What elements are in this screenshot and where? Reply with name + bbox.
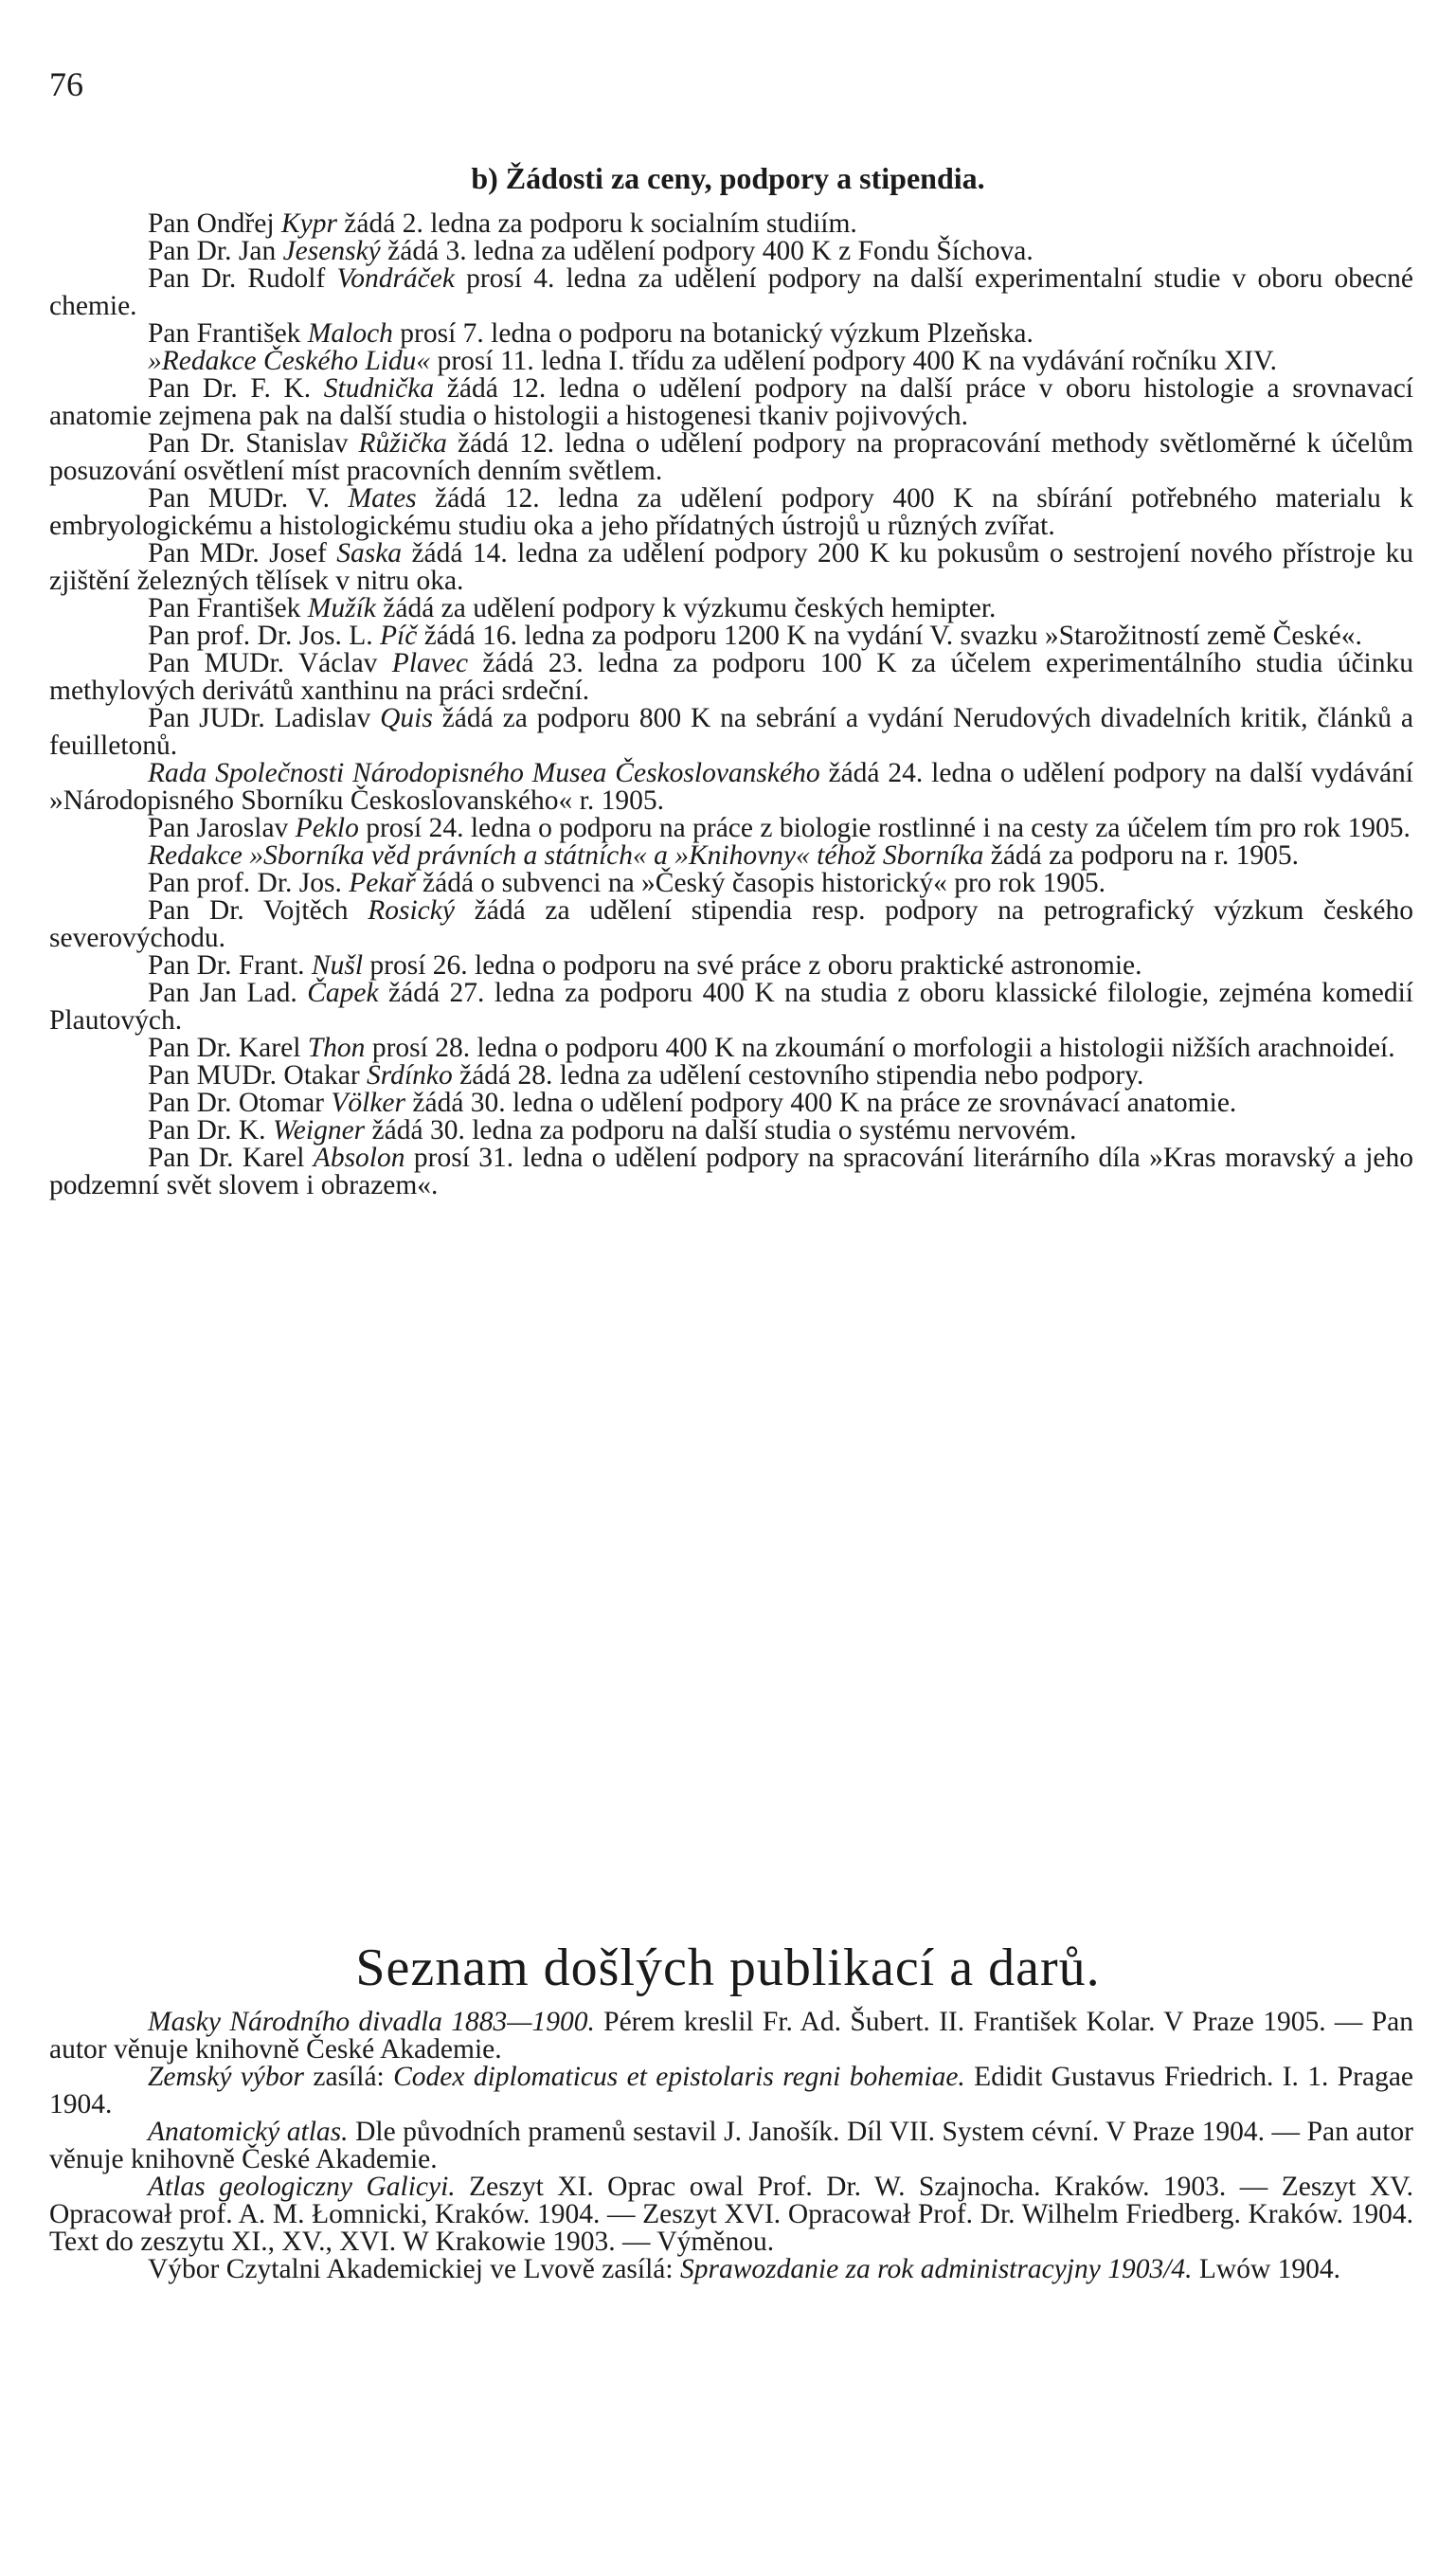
entry-paragraph bbox=[49, 2256, 1413, 2283]
entry-text: Pan František bbox=[148, 318, 308, 349]
entry-paragraph bbox=[49, 952, 1413, 980]
entry-paragraph bbox=[49, 485, 1413, 540]
entry-name: Rada Společnosti Národopisného Musea Českoslovanského bbox=[148, 758, 820, 788]
entry-paragraph bbox=[49, 622, 1413, 650]
entry-text: prosí 26. ledna o podporu na své práce z oboru praktické astronomie. bbox=[363, 950, 1142, 981]
requests-list bbox=[49, 210, 1413, 1199]
entry-text: prosí 24. ledna o podporu na práce z biologie rostlinné i na cesty za účelem tím pro rok 1905. bbox=[358, 813, 1411, 843]
entry-paragraph bbox=[49, 705, 1413, 760]
entry-text: Pan Dr. Rudolf bbox=[148, 263, 337, 294]
entry-text: žádá za podporu na r. 1905. bbox=[983, 840, 1299, 871]
publications-heading: Seznam došlých publikací a darů. bbox=[355, 1939, 1101, 1997]
entry-text: žádá 28. ledna za udělení cestovního stipendia nebo podpory. bbox=[452, 1060, 1144, 1091]
entry-text: Pan Dr. Jan bbox=[148, 236, 283, 266]
entry-text: žádá 30. ledna o udělení podpory 400 K na práce ze srovnávací anatomie. bbox=[405, 1088, 1237, 1118]
entry-text: žádá 3. ledna za udělení podpory 400 K z Fondu Šíchova. bbox=[380, 236, 1034, 266]
entry-paragraph bbox=[49, 980, 1413, 1035]
entry-name: Maloch bbox=[307, 318, 393, 349]
entry-text: žádá za podporu 800 K na sebrání a vydání Nerudových divadelních kritik, článků a feuilletonů. bbox=[49, 703, 1413, 761]
entry-text: žádá 27. ledna za podporu 400 K na studia z oboru klassické filologie, zejména komedií Plautových. bbox=[49, 978, 1413, 1036]
entry-text: Pan Dr. Stanislav bbox=[148, 428, 359, 459]
entry-name: Zemský výbor bbox=[148, 2062, 305, 2092]
entry-name: Jesenský bbox=[282, 236, 381, 266]
entry-text: Lwów 1904. bbox=[1192, 2254, 1341, 2284]
entry-name: Völker bbox=[331, 1088, 406, 1118]
entry-name: Čapek bbox=[307, 978, 379, 1008]
entry-text: žádá 16. ledna za podporu 1200 K na vydání V. svazku »Starožitností země České«. bbox=[417, 621, 1362, 651]
entry-text: žádá 23. ledna za podporu 100 K za účelem experimentálního studia účinku methylových derivátů xanthinu na práci srdeční. bbox=[49, 648, 1413, 706]
entry-name: Srdínko bbox=[367, 1060, 453, 1091]
entry-paragraph bbox=[49, 870, 1413, 897]
entry-paragraph bbox=[49, 348, 1413, 375]
entry-paragraph bbox=[49, 842, 1413, 870]
entry-paragraph bbox=[49, 210, 1413, 238]
entry-text: Pan MDr. Josef bbox=[148, 538, 337, 568]
entry-name: Nušl bbox=[311, 950, 364, 981]
entry-text: Edidit Gustavus Friedrich. I. 1. Pragae 1904. bbox=[49, 2062, 1414, 2119]
entry-name: Weigner bbox=[272, 1115, 366, 1145]
entry-paragraph bbox=[49, 595, 1413, 622]
entry-text: prosí 4. ledna za udělení podpory na další experimentalní studie v oboru obecné chemie. bbox=[49, 263, 1413, 321]
entry-paragraph bbox=[49, 760, 1413, 815]
entry-text: Pan MUDr. Otakar bbox=[148, 1060, 368, 1091]
entry-text: Pan prof. Dr. Jos. L. bbox=[148, 621, 381, 651]
entry-name: Pekař bbox=[349, 868, 416, 898]
entry-text: Pan JUDr. Ladislav bbox=[148, 703, 381, 733]
entry-text: žádá 24. ledna o udělení podpory na další vydávání »Národopisného Sborníku Českoslovanského« r. 1905. bbox=[49, 758, 1413, 816]
entry-name: Thon bbox=[307, 1033, 366, 1063]
entry-text: Pan Dr. F. K. bbox=[148, 373, 324, 404]
entry-paragraph bbox=[49, 897, 1413, 952]
entry-text: žádá 30. ledna za podporu na další studia o systému nervovém. bbox=[365, 1115, 1077, 1145]
entry-paragraph bbox=[49, 375, 1413, 430]
entry-name: Plavec bbox=[391, 648, 469, 678]
entry-name: Kypr bbox=[280, 208, 337, 239]
entry-name: Píč bbox=[380, 621, 418, 651]
entry-paragraph bbox=[49, 2173, 1413, 2256]
entry-name: Anatomický atlas. bbox=[148, 2117, 349, 2147]
entry-text: Pan MUDr. Václav bbox=[148, 648, 392, 678]
entry-text: Pan František bbox=[148, 593, 308, 623]
entry-text: prosí 7. ledna o podporu na botanický výzkum Plzeňska. bbox=[392, 318, 1034, 349]
entry-paragraph bbox=[49, 2064, 1413, 2119]
entry-name: Saska bbox=[336, 538, 403, 568]
entry-text: Zeszyt XI. Oprac owal Prof. Dr. W. Szajnocha. Kraków. 1903. — Zeszyt XV. Opracował prof. A. M. Łomnicki, Kraków. 1904. — Zeszyt XVI. Opracował Prof. Dr. Wilhelm Friedberg. Kraków. 1904. Text do zeszytu XI., XV., XVI. W Krakowie 1903. — Výměnou. bbox=[49, 2172, 1413, 2257]
entry-text: žádá za udělení stipendia resp. podpory na petrografický výzkum českého severovýchodu. bbox=[49, 895, 1413, 953]
entry-text: Pérem kreslil Fr. Ad. Šubert. II. František Kolar. V Praze 1905. — Pan autor věnuje knihovně České Akademie. bbox=[49, 2007, 1414, 2065]
entry-name: Atlas geologiczny Galicyi. bbox=[148, 2172, 456, 2202]
entry-name: Sprawozdanie za rok administracyjny 1903/4. bbox=[679, 2254, 1193, 2284]
entry-text: Pan Jan Lad. bbox=[148, 978, 308, 1008]
entry-paragraph bbox=[49, 815, 1413, 842]
entry-name: Mates bbox=[348, 483, 417, 514]
entry-text: Pan Ondřej bbox=[148, 208, 281, 239]
entry-text: Pan prof. Dr. Jos. bbox=[148, 868, 350, 898]
entry-paragraph bbox=[49, 430, 1413, 485]
entry-paragraph bbox=[49, 540, 1413, 595]
entry-name: Vondráček bbox=[336, 263, 455, 294]
entry-text: Pan Dr. K. bbox=[148, 1115, 273, 1145]
entry-text: Pan Dr. Vojtěch bbox=[148, 895, 368, 926]
entry-text: prosí 31. ledna o udělení podpory na spracování literárního díla »Kras moravský a jeho podzemní svět slovem i obrazem«. bbox=[49, 1143, 1413, 1200]
entry-name: Absolon bbox=[313, 1143, 405, 1173]
entry-text: žádá za udělení podpory k výzkumu českých hemipter. bbox=[375, 593, 997, 623]
entry-text: Pan MUDr. V. bbox=[148, 483, 349, 514]
entry-paragraph bbox=[49, 2119, 1413, 2173]
entry-name: Mužík bbox=[307, 593, 376, 623]
entry-paragraph bbox=[49, 238, 1413, 265]
entry-paragraph bbox=[49, 650, 1413, 705]
entry-text: Pan Dr. Frant. bbox=[148, 950, 312, 981]
entry-name: Růžička bbox=[358, 428, 447, 459]
page-number: 76 bbox=[49, 65, 83, 103]
entry-paragraph bbox=[49, 1062, 1413, 1090]
entry-text: zasílá: bbox=[304, 2062, 394, 2092]
entry-text: žádá 14. ledna za udělení podpory 200 K ku pokusům o sestrojení nového přístroje ku zjištění železných tělísek v nitru oka. bbox=[49, 538, 1414, 596]
entry-text: Pan Dr. Karel bbox=[148, 1033, 308, 1063]
entry-name: Peklo bbox=[295, 813, 359, 843]
entry-paragraph bbox=[49, 265, 1413, 320]
entry-text: Dle původních pramenů sestavil J. Janošík. Díl VII. System cévní. V Praze 1904. — Pan autor věnuje knihovně České Akademie. bbox=[49, 2117, 1413, 2174]
entry-text: Pan Dr. Otomar bbox=[148, 1088, 332, 1118]
entry-text: žádá 12. ledna o udělení podpory na propracování methody světloměrné k účelům posuzování osvětlení míst pracovních denním světlem. bbox=[49, 428, 1413, 486]
entry-name: »Redakce Českého Lidu« bbox=[148, 346, 431, 376]
entry-text: Výbor Czytalni Akademickiej ve Lvově zasílá: bbox=[148, 2254, 680, 2284]
entry-name: Redakce »Sborníka věd právních a státních« a »Knihovny« téhož Sborníka bbox=[148, 840, 984, 871]
entry-text: Pan Dr. Karel bbox=[148, 1143, 314, 1173]
entry-name: Codex diplomaticus et epistolaris regni bohemiae. bbox=[393, 2062, 965, 2092]
publications-list bbox=[49, 2009, 1413, 2283]
entry-name: Quis bbox=[380, 703, 433, 733]
entry-paragraph bbox=[49, 1090, 1413, 1117]
entry-text: žádá 12. ledna o udělení podpory na další práce v oboru histologie a srovnavací anatomie zejmena pak na další studia o histologii a histogenesi tkaniv pojivových. bbox=[49, 373, 1413, 431]
entry-name: Studnička bbox=[323, 373, 435, 404]
entry-paragraph bbox=[49, 1117, 1413, 1145]
entry-text: prosí 28. ledna o podporu 400 K na zkoumání o morfologii a histologii nižších arachnoideí. bbox=[365, 1033, 1395, 1063]
entry-text: žádá o subvenci na »Český časopis historický« pro rok 1905. bbox=[415, 868, 1106, 898]
entry-paragraph bbox=[49, 1035, 1413, 1062]
entry-text: Pan Jaroslav bbox=[148, 813, 296, 843]
entry-text: žádá 12. ledna za udělení podpory 400 K na sbírání potřebného materialu k embryologickému a histologickému studiu oka a jeho přídatných ústrojů u různých zvířat. bbox=[49, 483, 1413, 541]
entry-paragraph bbox=[49, 320, 1413, 348]
entry-text: prosí 11. ledna I. třídu za udělení podpory 400 K na vydávání ročníku XIV. bbox=[430, 346, 1278, 376]
entry-paragraph bbox=[49, 2009, 1413, 2064]
section-heading: b) Žádosti za ceny, podpory a stipendia. bbox=[471, 161, 985, 195]
entry-paragraph bbox=[49, 1145, 1413, 1199]
entry-name: Masky Národního divadla 1883—1900. bbox=[148, 2007, 595, 2037]
entry-name: Rosický bbox=[368, 895, 455, 926]
entry-text: žádá 2. ledna za podporu k socialním studiím. bbox=[336, 208, 857, 239]
